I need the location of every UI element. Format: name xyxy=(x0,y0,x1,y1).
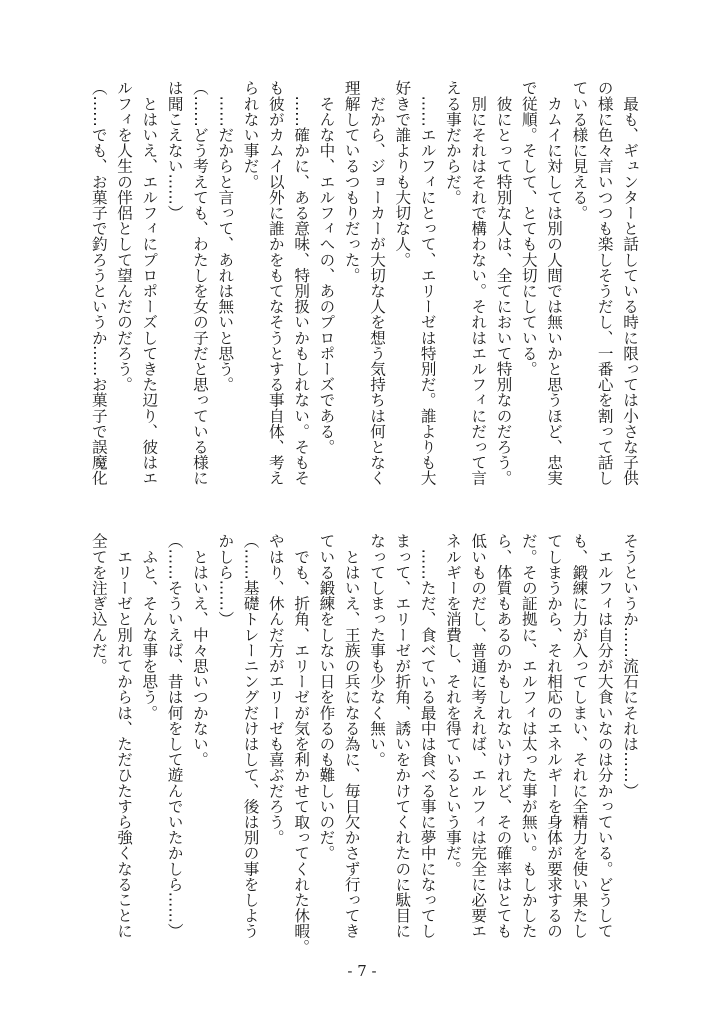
text-line: 好きで誰よりも大切な人。 xyxy=(393,80,412,268)
text-line: かしら……） xyxy=(216,533,235,627)
text-line: られない事だ。 xyxy=(241,80,260,190)
text-line: も、鍛練に力が入ってしまい、それに全精力を使い果たし xyxy=(570,533,589,939)
text-line: ふと、そんな事を思う。 xyxy=(140,533,159,721)
page-number: - 7 - xyxy=(347,962,377,980)
text-line: そんな中、エルフィへの、あのプロポーズである。 xyxy=(317,80,336,455)
text-line: ……確かに、ある意味、特別扱いかもしれない。そもそ xyxy=(292,80,311,486)
text-line: エルフィは自分が大食いなのは分かっている。どうして xyxy=(595,533,614,939)
text-line: 低いものだし、普通に考えれば、エルフィは完全に必要エ xyxy=(469,533,488,939)
text-line: （……でも、お菓子で釣ろうというか……お菓子で誤魔化 xyxy=(89,80,108,486)
text-line: 理解しているつもりだった。 xyxy=(342,80,361,283)
text-line: てしまうから、それ相応のエネルギーを身体が要求するの xyxy=(545,533,564,939)
text-line: エリーゼと別れてからは、ただひたすら強くなることに xyxy=(115,533,134,939)
text-line: 全てを注ぎ込んだ。 xyxy=(89,533,108,674)
text-line: 別にそれはそれで構わない。それはエルフィにだって言 xyxy=(469,80,488,486)
text-line: とはいえ、エルフィにプロポーズしてきた辺り、彼はエ xyxy=(140,80,159,486)
text-line: カムイに対しては別の人間では無いかと思うほど、忠実 xyxy=(545,80,564,486)
text-line: だから、ジョーカーが大切な人を想う気持ちは何となく xyxy=(368,80,387,486)
text-line: 彼にとって特別な人は、全てにおいて特別なのだろう。 xyxy=(494,80,513,486)
text-line: ……エルフィにとって、エリーゼは特別だ。誰よりも大 xyxy=(418,80,437,486)
text-block-upper xyxy=(82,80,642,500)
text-line: ら、体質もあるのかもしれないけれど、その確率はとても xyxy=(494,533,513,939)
text-line: ……だからと言って、あれは無いと思う。 xyxy=(216,80,235,392)
text-line: ルフィを人生の伴侶として望んだのだろう。 xyxy=(115,80,134,392)
text-line: ネルギーを消費し、それを得ているという事だ。 xyxy=(443,533,462,877)
text-line: とはいえ、王族の兵になる為に、毎日欠かさず行ってき xyxy=(342,533,361,939)
text-line: の様に色々言いつつも楽しそうだし、一番心を割って話し xyxy=(595,80,614,486)
text-line: は聞こえない……） xyxy=(165,80,184,221)
text-line: も彼がカムイ以外に誰かをもてなそうとする事自体、考え xyxy=(266,80,285,486)
text-line: だ。その証拠に、エルフィは太った事が無い。もしかした xyxy=(519,533,538,939)
text-line: （……どう考えても、わたしを女の子だと思っている様に xyxy=(190,80,209,486)
text-block-lower xyxy=(82,533,642,953)
text-line: まって、エリーゼが折角、誘いをかけてくれたのに駄目に xyxy=(393,533,412,939)
text-line: ている鍛練をしない日を作るのも難しいのだ。 xyxy=(317,533,336,861)
text-line: ……ただ、食べている最中は食べる事に夢中になってし xyxy=(418,533,437,939)
text-line: ている様に見える。 xyxy=(570,80,589,221)
text-line: 最も、ギュンターと話している時に限っては小さな子供 xyxy=(621,80,639,486)
text-line: でも、折角、エリーゼが気を利かせて取ってくれた休暇。 xyxy=(292,533,311,955)
text-line: （……基礎トレーニングだけはして、後は別の事をしよう xyxy=(241,533,260,939)
text-line: なってしまった事も少なく無い。 xyxy=(368,533,387,767)
text-line: （……そういえば、昔は何をして遊んでいたかしら……） xyxy=(165,533,184,939)
text-line: で従順。そして、とても大切にしている。 xyxy=(519,80,538,377)
text-line: える事だからだ。 xyxy=(443,80,462,205)
text-line: とはいえ、中々思いつかない。 xyxy=(190,533,209,767)
text-line: やはり、休んだ方がエリーゼも喜ぶだろう。 xyxy=(266,533,285,845)
text-line: そうというか……流石にそれは……） xyxy=(621,533,639,799)
